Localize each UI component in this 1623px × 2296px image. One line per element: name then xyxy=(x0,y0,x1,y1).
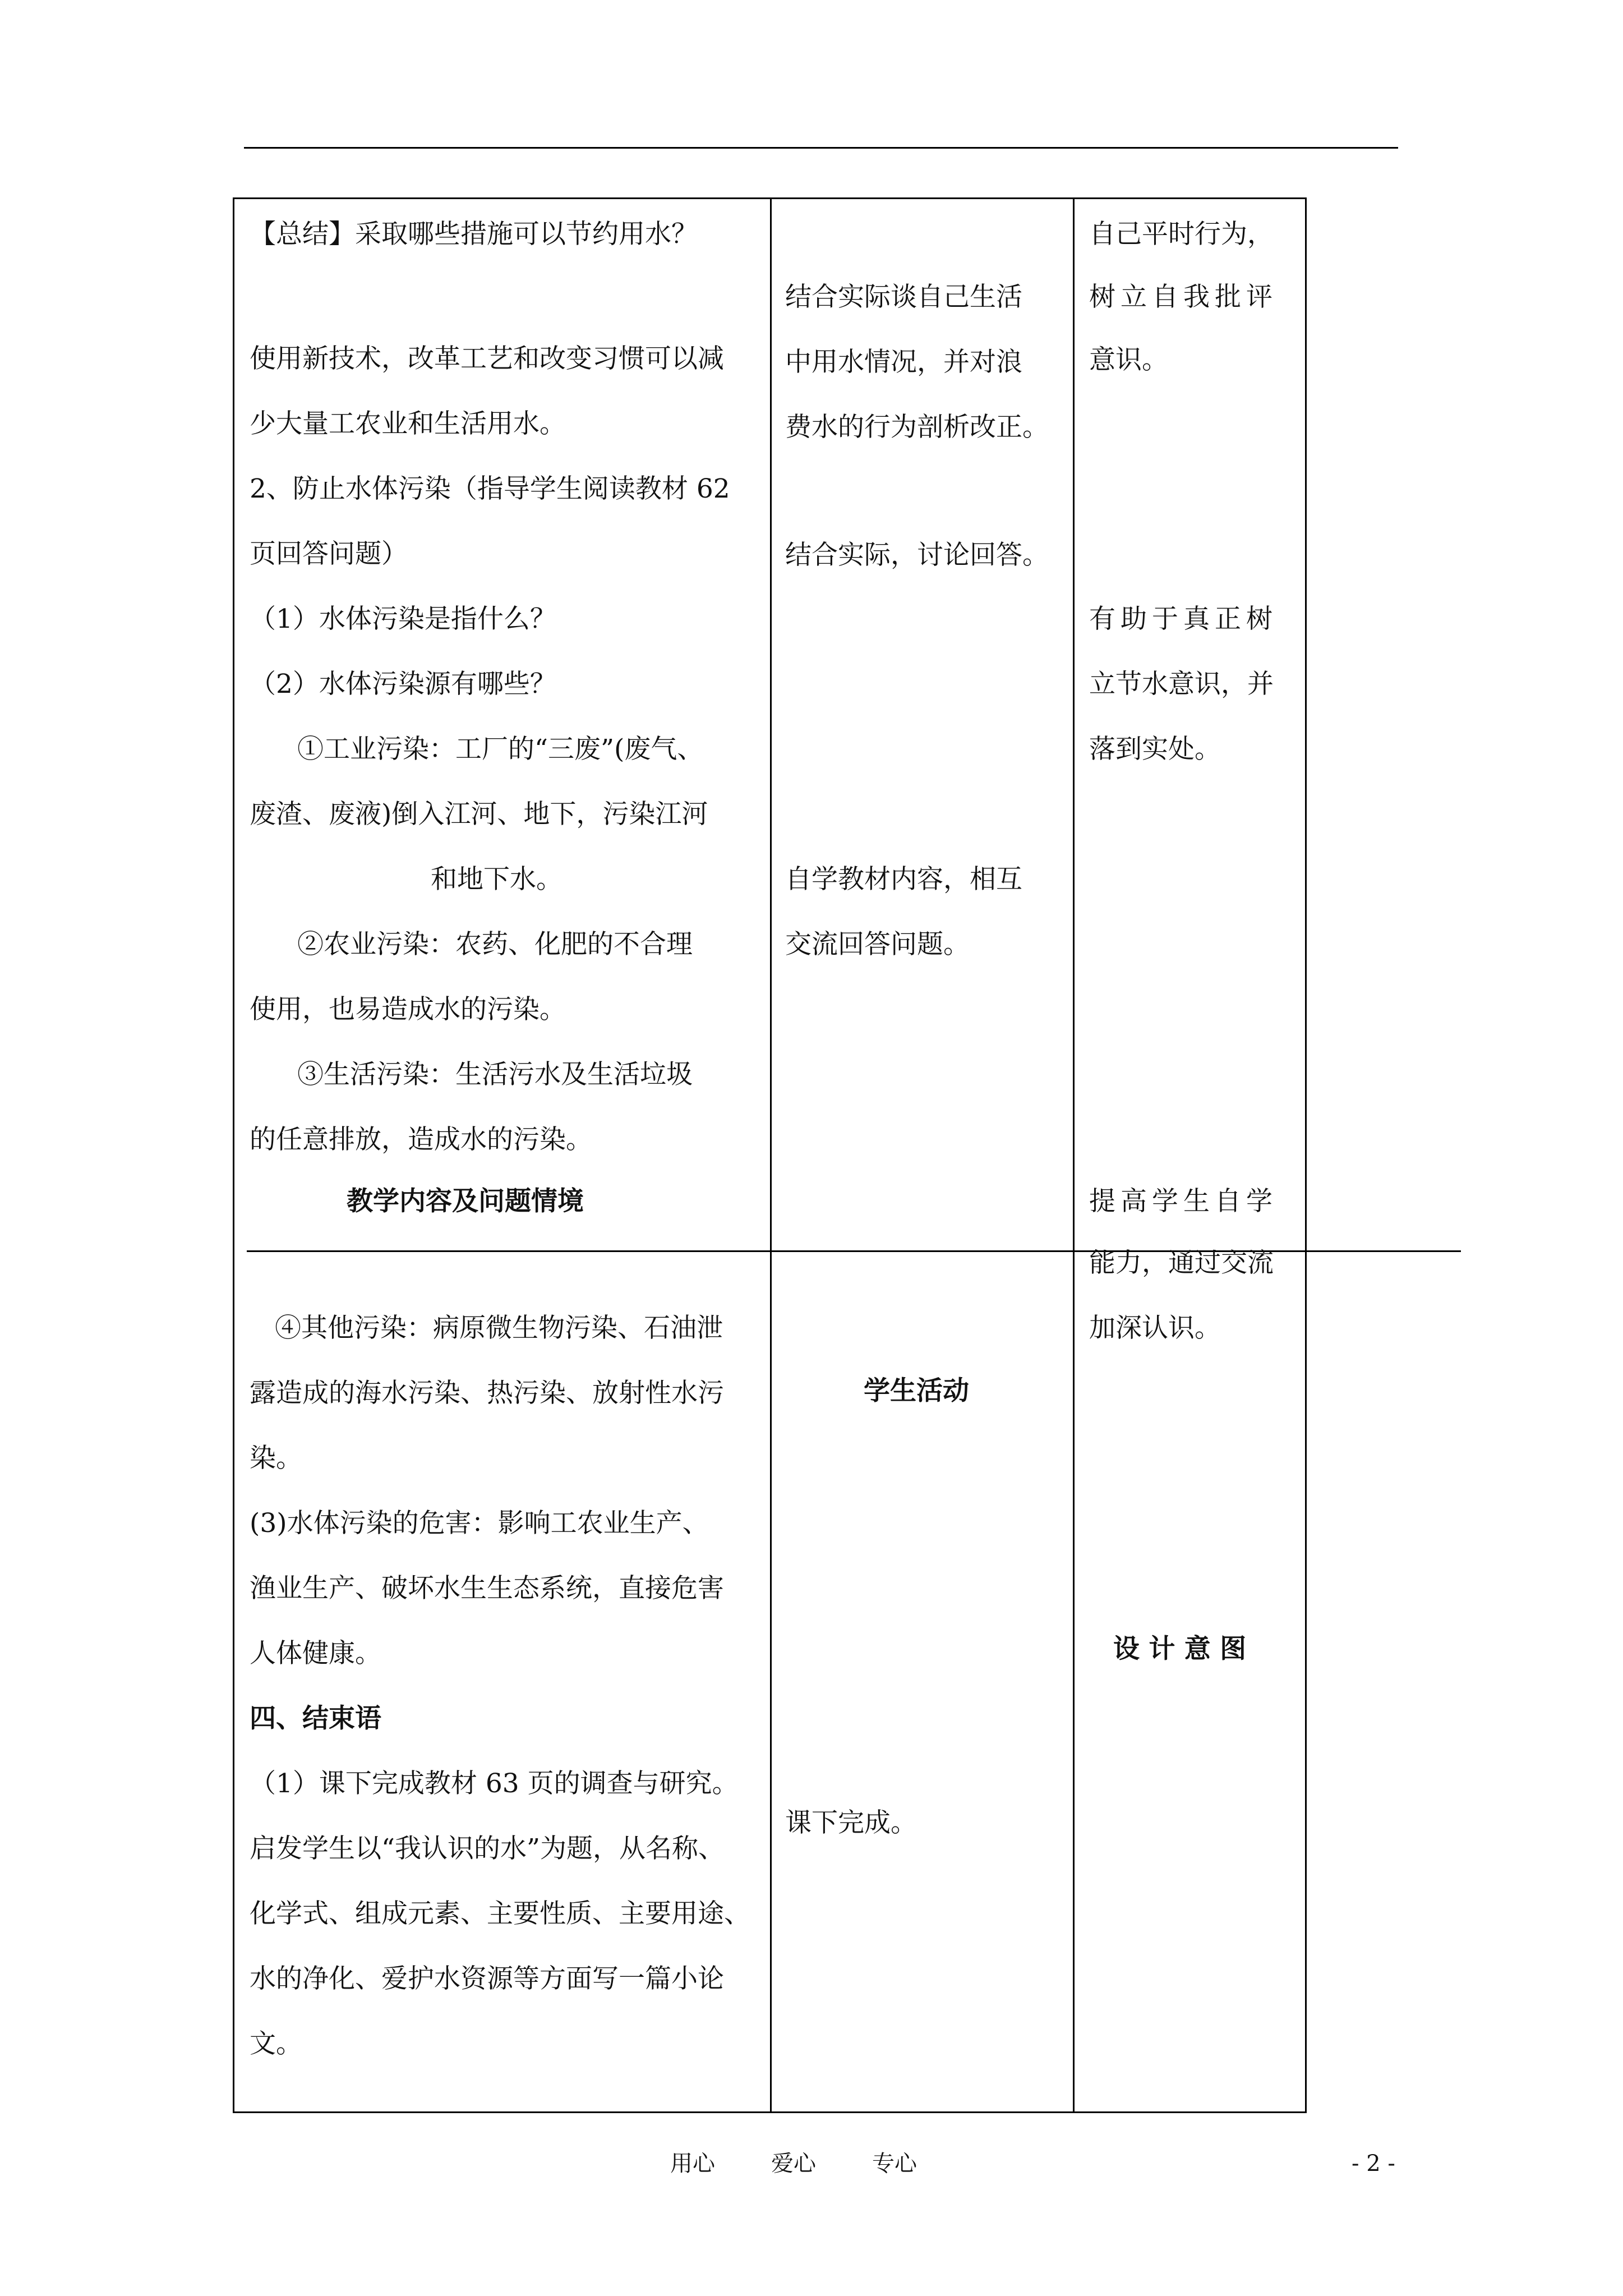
table-left-border xyxy=(233,197,234,2113)
text-line: 意识。 xyxy=(1089,344,1168,375)
text-line: (3)水体污染的危害：影响工农业生产、 xyxy=(250,1508,709,1539)
text-line: 结合实际谈自己生活 xyxy=(785,282,1022,312)
text-line: ④其他污染：病原微生物污染、石油泄 xyxy=(275,1313,723,1343)
text-line: 启发学生以“我认识的水”为题，从名称、 xyxy=(250,1833,725,1864)
section-heading: 四、结束语 xyxy=(250,1703,381,1734)
text-line: ③生活污染：生活污水及生活垃圾 xyxy=(297,1059,693,1090)
text-line: 废渣、废液)倒入江河、地下，污染江河 xyxy=(250,799,708,830)
text-line: 2、防止水体污染（指导学生阅读教材 62 xyxy=(250,473,730,504)
text-line: 中用水情况，并对浪 xyxy=(785,347,1022,378)
page-number: - 2 - xyxy=(1352,2151,1395,2177)
summary-question: 【总结】采取哪些措施可以节约用水？ xyxy=(250,219,698,250)
text-line: 的任意排放，造成水的污染。 xyxy=(250,1124,592,1155)
text-line: 和地下水。 xyxy=(431,864,562,895)
text-line: 交流回答问题。 xyxy=(785,929,970,960)
text-line: 费水的行为剖析改正。 xyxy=(785,412,1049,443)
text-line: 自己平时行为， xyxy=(1089,219,1274,250)
text-line: 化学式、组成元素、主要性质、主要用途、 xyxy=(250,1898,750,1929)
footer-motto-1: 用心 xyxy=(670,2151,715,2177)
table-right-border xyxy=(1305,197,1307,2113)
text-line: 课下完成。 xyxy=(785,1807,917,1838)
text-line: 树立自我批评 xyxy=(1089,282,1278,312)
text-line: 渔业生产、破坏水生生态系统，直接危害 xyxy=(250,1573,724,1604)
text-line: 使用新技术，改革工艺和改变习惯可以减 xyxy=(250,343,724,374)
question-1: （1）水体污染是指什么？ xyxy=(250,604,556,634)
text-line: 自学教材内容，相互 xyxy=(785,864,1022,895)
table-middle-rule xyxy=(247,1250,1461,1252)
text-line: 能力，通过交流 xyxy=(1089,1248,1274,1278)
text-line: 使用，也易造成水的污染。 xyxy=(250,994,566,1025)
header-rule xyxy=(244,147,1398,149)
text-line: 有助于真正树 xyxy=(1089,604,1278,634)
footer-motto-3: 专心 xyxy=(872,2151,917,2177)
text-line: （1）课下完成教材 63 页的调查与研究。 xyxy=(250,1768,739,1799)
text-line: 露造成的海水污染、热污染、放射性水污 xyxy=(250,1378,724,1409)
column-divider-1 xyxy=(770,197,772,2113)
footer-motto-2: 爱心 xyxy=(771,2151,816,2177)
text-line: 提高学生自学 xyxy=(1089,1186,1278,1217)
text-line: 人体健康。 xyxy=(250,1638,381,1669)
text-line: ①工业污染：工厂的“三废”(废气、 xyxy=(297,734,704,765)
text-line: 落到实处。 xyxy=(1089,734,1221,765)
text-line: 染。 xyxy=(250,1443,302,1474)
text-line: 少大量工农业和生活用水。 xyxy=(250,408,566,439)
column-divider-2 xyxy=(1073,197,1075,2113)
text-line: 加深认识。 xyxy=(1089,1313,1221,1343)
text-line: 文。 xyxy=(250,2028,302,2059)
text-line: 水的净化、爱护水资源等方面写一篇小论 xyxy=(250,1963,724,1994)
text-line: 立节水意识，并 xyxy=(1089,669,1274,700)
column-header-student: 学生活动 xyxy=(864,1375,969,1406)
text-line: 页回答问题） xyxy=(250,539,408,569)
text-line: ②农业污染：农药、化肥的不合理 xyxy=(297,929,693,960)
column-header-design: 设 计 意 图 xyxy=(1113,1634,1247,1664)
column-header-content: 教学内容及问题情境 xyxy=(347,1186,584,1217)
text-line: 结合实际，讨论回答。 xyxy=(785,540,1049,570)
question-2: （2）水体污染源有哪些？ xyxy=(250,669,556,700)
